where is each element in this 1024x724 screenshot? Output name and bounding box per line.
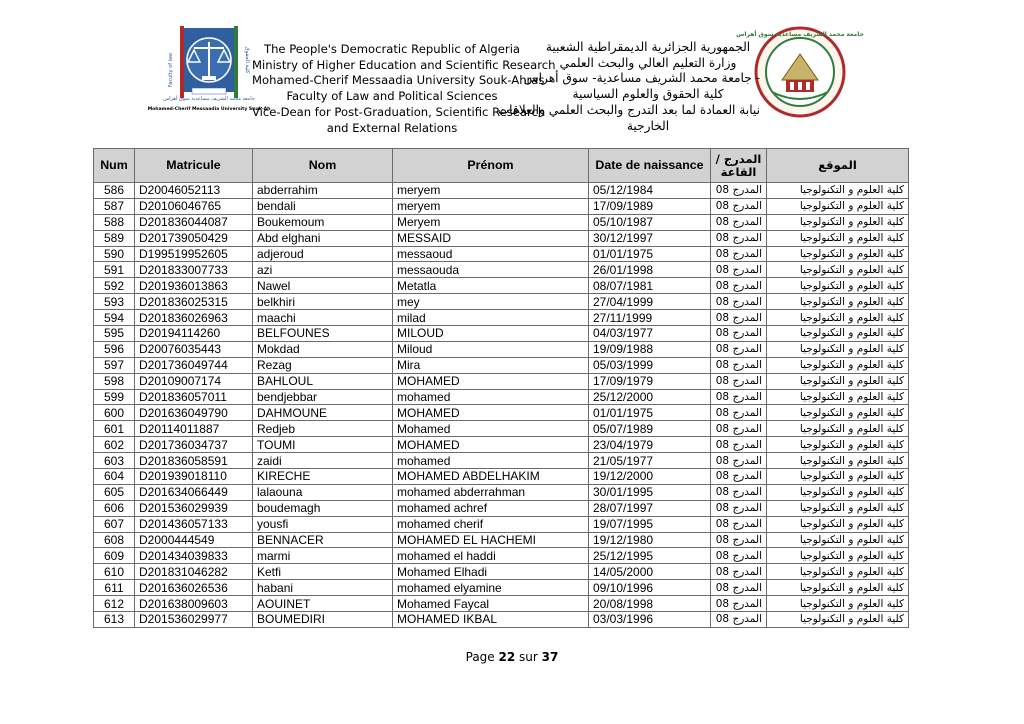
cell-lieu: كلية العلوم و التكنولوجيا [767,596,909,612]
cell-nom: DAHMOUNE [253,405,393,421]
cell-date: 26/01/1998 [589,262,711,278]
cell-prenom: Mohamed [393,421,589,437]
cell-lieu: كلية العلوم و التكنولوجيا [767,357,909,373]
cell-prenom: mey [393,294,589,310]
table-row [94,405,909,421]
cell-salle: المدرج 08 [711,357,767,373]
cell-lieu: كلية العلوم و التكنولوجيا [767,612,909,628]
cell-num: 590 [94,246,135,262]
cell-matricule: D2000444549 [135,532,253,548]
cell-date: 20/08/1998 [589,596,711,612]
logo-side-en: Faculty of law [168,52,174,88]
table-row [94,453,909,469]
table-row [94,230,909,246]
cell-num: 611 [94,580,135,596]
cell-prenom: MOHAMED [393,373,589,389]
cell-num: 591 [94,262,135,278]
cell-matricule: D201736034737 [135,437,253,453]
header-fr-line: The People's Democratic Republic of Algeria [263,42,521,56]
page-sep: sur [519,650,538,664]
cell-lieu: كلية العلوم و التكنولوجيا [767,437,909,453]
cell-nom: zaidi [253,453,393,469]
cell-nom: TOUMI [253,437,393,453]
header-fr-line: Mohamed-Cherif Messaadia University Souk-Ahras [252,73,545,88]
table-row [94,310,909,326]
cell-prenom: MOHAMED [393,405,589,421]
table-row [94,484,909,500]
cell-nom: azi [253,262,393,278]
cell-lieu: كلية العلوم و التكنولوجيا [767,326,909,342]
cell-prenom: Meryem [393,214,589,230]
cell-num: 588 [94,214,135,230]
cell-matricule: D201836026963 [135,310,253,326]
table-row [94,437,909,453]
header-fr-line: Faculty of Law and Political Sciences [286,89,498,104]
header-arabic [497,40,760,134]
table-row [94,373,909,389]
cell-date: 27/04/1999 [589,294,711,310]
table-row [94,341,909,357]
table-row [94,246,909,262]
cell-matricule: D201536029939 [135,500,253,516]
cell-salle: المدرج 08 [711,453,767,469]
page-label: Page [465,650,495,664]
cell-date: 21/05/1977 [589,453,711,469]
cell-date: 25/12/1995 [589,548,711,564]
university-seal-logo [736,20,864,124]
students-table [93,148,909,628]
cell-nom: Redjeb [253,421,393,437]
cell-prenom: mohamed abderrahman [393,484,589,500]
cell-matricule: D201836057011 [135,389,253,405]
cell-salle: المدرج 08 [711,548,767,564]
cell-nom: BAHLOUL [253,373,393,389]
cell-lieu: كلية العلوم و التكنولوجيا [767,278,909,294]
cell-num: 593 [94,294,135,310]
cell-salle: المدرج 08 [711,341,767,357]
cell-nom: lalaouna [253,484,393,500]
page-footer [0,650,1024,664]
cell-salle: المدرج 08 [711,469,767,485]
header-fr-line: and External Relations [326,120,458,135]
header-ar-line: - جامعة محمد الشريف مساعدية- سوق أهراس [523,71,760,86]
cell-matricule: D199519952605 [135,246,253,262]
cell-matricule: D20076035443 [135,341,253,357]
table-row [94,532,909,548]
cell-date: 19/07/1995 [589,516,711,532]
cell-salle: المدرج 08 [711,484,767,500]
cell-salle: المدرج 08 [711,373,767,389]
cell-nom: boudemagh [253,500,393,516]
cell-lieu: كلية العلوم و التكنولوجيا [767,580,909,596]
cell-matricule: D20106046765 [135,198,253,214]
cell-salle: المدرج 08 [711,405,767,421]
table-row [94,516,909,532]
cell-lieu: كلية العلوم و التكنولوجيا [767,500,909,516]
cell-nom: bendali [253,198,393,214]
col-header-date: Date de naissance [589,149,711,183]
cell-nom: Rezag [253,357,393,373]
cell-date: 09/10/1996 [589,580,711,596]
cell-lieu: كلية العلوم و التكنولوجيا [767,341,909,357]
cell-lieu: كلية العلوم و التكنولوجيا [767,262,909,278]
cell-num: 599 [94,389,135,405]
cell-prenom: MOHAMED IKBAL [393,612,589,628]
cell-nom: Ketfi [253,564,393,580]
cell-date: 19/12/2000 [589,469,711,485]
seal-ring-text: جامعة محمد الشريف مساعدية سوق أهراس [736,31,864,38]
cell-matricule: D201833007733 [135,262,253,278]
cell-matricule: D201836058591 [135,453,253,469]
cell-matricule: D201939018110 [135,469,253,485]
cell-matricule: D201636049790 [135,405,253,421]
cell-nom: bendjebbar [253,389,393,405]
cell-prenom: Miloud [393,341,589,357]
cell-nom: BELFOUNES [253,326,393,342]
cell-num: 597 [94,357,135,373]
cell-prenom: Metatla [393,278,589,294]
cell-lieu: كلية العلوم و التكنولوجيا [767,310,909,326]
logo-bottom-ar: جامعة محمد الشريف مساعدية سوق أهراس [163,96,255,102]
cell-prenom: MOHAMED [393,437,589,453]
cell-date: 03/03/1996 [589,612,711,628]
cell-salle: المدرج 08 [711,278,767,294]
cell-date: 19/12/1980 [589,532,711,548]
cell-nom: AOUINET [253,596,393,612]
cell-salle: المدرج 08 [711,564,767,580]
cell-nom: adjeroud [253,246,393,262]
cell-matricule: D201831046282 [135,564,253,580]
cell-salle: المدرج 08 [711,214,767,230]
cell-salle: المدرج 08 [711,596,767,612]
cell-prenom: mohamed [393,389,589,405]
table-row [94,183,909,199]
table-row [94,580,909,596]
header-ar-line: نيابة العمادة لما بعد التدرج والبحث العلمي والعلاقات [497,102,760,117]
cell-lieu: كلية العلوم و التكنولوجيا [767,230,909,246]
cell-num: 610 [94,564,135,580]
cell-lieu: كلية العلوم و التكنولوجيا [767,548,909,564]
cell-prenom: messaoud [393,246,589,262]
cell-num: 606 [94,500,135,516]
cell-nom: habani [253,580,393,596]
table-row [94,389,909,405]
logo-top-ar: كلية الحقوق [244,46,250,74]
cell-salle: المدرج 08 [711,437,767,453]
cell-lieu: كلية العلوم و التكنولوجيا [767,389,909,405]
cell-lieu: كلية العلوم و التكنولوجيا [767,453,909,469]
header-ar-line: كلية الحقوق والعلوم السياسية [572,87,724,102]
header-fr-line: Vice-Dean for Post-Graduation, Scientific Research [252,104,546,119]
col-header-lieu: الموقع [767,149,909,183]
cell-num: 595 [94,326,135,342]
table-row [94,596,909,612]
cell-num: 613 [94,612,135,628]
table-row [94,548,909,564]
cell-num: 604 [94,469,135,485]
cell-num: 602 [94,437,135,453]
cell-date: 30/12/1997 [589,230,711,246]
cell-nom: Boukemoum [253,214,393,230]
cell-lieu: كلية العلوم و التكنولوجيا [767,421,909,437]
cell-lieu: كلية العلوم و التكنولوجيا [767,246,909,262]
cell-salle: المدرج 08 [711,262,767,278]
cell-date: 04/03/1977 [589,326,711,342]
cell-matricule: D201434039833 [135,548,253,564]
university-seal-icon [736,20,864,124]
cell-lieu: كلية العلوم و التكنولوجيا [767,564,909,580]
cell-matricule: D201736049744 [135,357,253,373]
scales-of-justice-icon [147,20,271,124]
cell-salle: المدرج 08 [711,294,767,310]
table-row [94,469,909,485]
cell-date: 19/09/1988 [589,341,711,357]
col-header-nom: Nom [253,149,393,183]
cell-prenom: mohamed elyamine [393,580,589,596]
cell-num: 589 [94,230,135,246]
header-ar-line: الجمهورية الجزائرية الديمقراطية الشعبية [545,40,751,54]
cell-date: 05/03/1999 [589,357,711,373]
cell-prenom: Mohamed Faycal [393,596,589,612]
col-header-matricule: Matricule [135,149,253,183]
cell-num: 609 [94,548,135,564]
table-row [94,326,909,342]
table-row [94,612,909,628]
cell-num: 594 [94,310,135,326]
cell-nom: BOUMEDIRI [253,612,393,628]
cell-nom: Abd elghani [253,230,393,246]
cell-prenom: mohamed cherif [393,516,589,532]
cell-nom: belkhiri [253,294,393,310]
cell-nom: marmi [253,548,393,564]
header-ar-line: الخارجية [626,118,670,133]
cell-num: 607 [94,516,135,532]
cell-date: 17/09/1979 [589,373,711,389]
table-row [94,278,909,294]
table-row [94,564,909,580]
cell-prenom: MILOUD [393,326,589,342]
cell-date: 05/10/1987 [589,214,711,230]
cell-salle: المدرج 08 [711,198,767,214]
cell-num: 603 [94,453,135,469]
cell-salle: المدرج 08 [711,500,767,516]
cell-matricule: D20109007174 [135,373,253,389]
cell-num: 612 [94,596,135,612]
cell-salle: المدرج 08 [711,326,767,342]
cell-nom: KIRECHE [253,469,393,485]
cell-date: 14/05/2000 [589,564,711,580]
cell-salle: المدرج 08 [711,389,767,405]
cell-num: 596 [94,341,135,357]
cell-date: 05/12/1984 [589,183,711,199]
cell-matricule: D201636026536 [135,580,253,596]
logo-bottom-en: Mohamed-Cherif Messaadia University Souk-Ah [147,107,271,112]
cell-date: 23/04/1979 [589,437,711,453]
cell-salle: المدرج 08 [711,580,767,596]
cell-num: 598 [94,373,135,389]
cell-nom: Nawel [253,278,393,294]
cell-prenom: mohamed [393,453,589,469]
cell-lieu: كلية العلوم و التكنولوجيا [767,183,909,199]
cell-prenom: MESSAID [393,230,589,246]
cell-salle: المدرج 08 [711,532,767,548]
cell-num: 600 [94,405,135,421]
header-fr-line: Ministry of Higher Education and Scientific Research [252,57,556,72]
cell-lieu: كلية العلوم و التكنولوجيا [767,294,909,310]
faculty-law-logo [147,20,271,124]
cell-nom: maachi [253,310,393,326]
cell-salle: المدرج 08 [711,516,767,532]
cell-salle: المدرج 08 [711,421,767,437]
cell-prenom: meryem [393,183,589,199]
cell-prenom: Mohamed Elhadi [393,564,589,580]
cell-matricule: D201936013863 [135,278,253,294]
cell-lieu: كلية العلوم و التكنولوجيا [767,405,909,421]
cell-lieu: كلية العلوم و التكنولوجيا [767,469,909,485]
cell-lieu: كلية العلوم و التكنولوجيا [767,214,909,230]
cell-date: 30/01/1995 [589,484,711,500]
table-row [94,500,909,516]
page-total: 37 [541,650,559,664]
cell-num: 586 [94,183,135,199]
cell-prenom: MOHAMED EL HACHEMI [393,532,589,548]
col-header-num: Num [94,149,135,183]
header-ar-line: وزارة التعليم العالي والبحث العلمي [559,55,737,70]
cell-matricule: D201436057133 [135,516,253,532]
cell-lieu: كلية العلوم و التكنولوجيا [767,198,909,214]
header-french [252,42,556,136]
cell-matricule: D201638009603 [135,596,253,612]
cell-nom: BENNACER [253,532,393,548]
cell-date: 05/07/1989 [589,421,711,437]
table-row [94,357,909,373]
cell-num: 592 [94,278,135,294]
table-body [94,183,909,628]
cell-num: 601 [94,421,135,437]
col-header-prenom: Prénom [393,149,589,183]
cell-matricule: D201739050429 [135,230,253,246]
col-header-salle: المدرج / القاعة [711,149,767,183]
cell-prenom: milad [393,310,589,326]
cell-matricule: D201836025315 [135,294,253,310]
cell-salle: المدرج 08 [711,183,767,199]
table-row [94,421,909,437]
cell-prenom: MOHAMED ABDELHAKIM [393,469,589,485]
cell-date: 28/07/1997 [589,500,711,516]
table-row [94,214,909,230]
cell-prenom: messaouda [393,262,589,278]
cell-salle: المدرج 08 [711,310,767,326]
cell-matricule: D201836044087 [135,214,253,230]
cell-prenom: mohamed achref [393,500,589,516]
table-row [94,198,909,214]
cell-date: 25/12/2000 [589,389,711,405]
cell-num: 605 [94,484,135,500]
table-header-row [94,149,909,183]
page-current: 22 [498,650,516,664]
cell-salle: المدرج 08 [711,230,767,246]
cell-matricule: D20046052113 [135,183,253,199]
cell-matricule: D20114011887 [135,421,253,437]
cell-prenom: meryem [393,198,589,214]
cell-nom: abderrahim [253,183,393,199]
cell-salle: المدرج 08 [711,246,767,262]
cell-salle: المدرج 08 [711,612,767,628]
cell-date: 08/07/1981 [589,278,711,294]
cell-num: 608 [94,532,135,548]
table-row [94,262,909,278]
cell-prenom: mohamed el haddi [393,548,589,564]
cell-lieu: كلية العلوم و التكنولوجيا [767,532,909,548]
cell-lieu: كلية العلوم و التكنولوجيا [767,484,909,500]
cell-date: 01/01/1975 [589,405,711,421]
cell-lieu: كلية العلوم و التكنولوجيا [767,516,909,532]
cell-prenom: Mira [393,357,589,373]
cell-num: 587 [94,198,135,214]
cell-date: 17/09/1989 [589,198,711,214]
cell-nom: Mokdad [253,341,393,357]
cell-lieu: كلية العلوم و التكنولوجيا [767,373,909,389]
cell-matricule: D201634066449 [135,484,253,500]
cell-date: 27/11/1999 [589,310,711,326]
cell-date: 01/01/1975 [589,246,711,262]
table-row [94,294,909,310]
cell-matricule: D201536029977 [135,612,253,628]
cell-matricule: D20194114260 [135,326,253,342]
cell-nom: yousfi [253,516,393,532]
